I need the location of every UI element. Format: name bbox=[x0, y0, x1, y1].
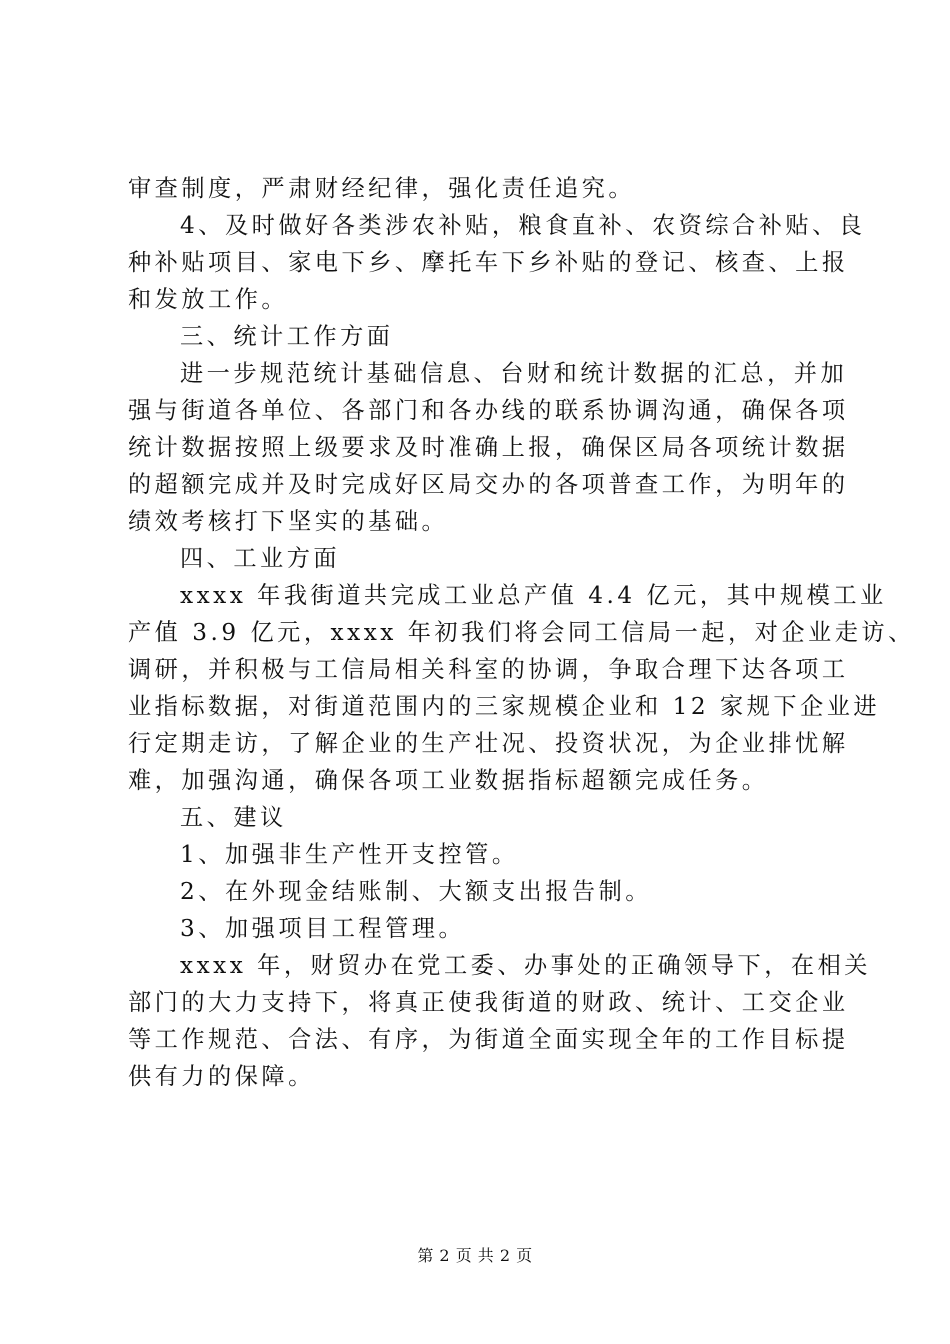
text-line: 4、及时做好各类涉农补贴，粮食直补、农资综合补贴、良 bbox=[180, 212, 866, 239]
text-line: 四、工业方面 bbox=[180, 545, 341, 572]
text-line: 1、加强非生产性开支控管。 bbox=[180, 841, 519, 868]
text-line: 业指标数据，对街道范围内的三家规模企业和 12 家规下企业进 bbox=[128, 693, 881, 720]
text-line: 统计数据按照上级要求及时准确上报，确保区局各项统计数据 bbox=[128, 434, 849, 461]
text-line: 绩效考核打下坚实的基础。 bbox=[128, 508, 449, 535]
text-line: xxxx 年，财贸办在党工委、办事处的正确领导下，在相关 bbox=[180, 952, 871, 979]
text-line: 进一步规范统计基础信息、台财和统计数据的汇总，并加 bbox=[180, 360, 848, 387]
text-line: 的超额完成并及时完成好区局交办的各项普查工作，为明年的 bbox=[128, 471, 849, 498]
text-line: 调研，并积极与工信局相关科室的协调，争取合理下达各项工 bbox=[128, 656, 849, 683]
text-line: 3、加强项目工程管理。 bbox=[180, 915, 466, 942]
text-line: 难，加强沟通，确保各项工业数据指标超额完成任务。 bbox=[128, 767, 769, 794]
text-line: 和发放工作。 bbox=[128, 286, 289, 313]
text-line: 2、在外现金结账制、大额支出报告制。 bbox=[180, 878, 652, 905]
text-line: 审查制度，严肃财经纪律，强化责任追究。 bbox=[128, 175, 636, 202]
text-line: 种补贴项目、家电下乡、摩托车下乡补贴的登记、核查、上报 bbox=[128, 249, 849, 276]
document-body bbox=[128, 170, 915, 1095]
text-line: 行定期走访，了解企业的生产壮况、投资状况，为企业排忧解 bbox=[128, 730, 849, 757]
text-line: xxxx 年我街道共完成工业总产值 4.4 亿元，其中规模工业 bbox=[180, 582, 887, 609]
text-line: 五、建议 bbox=[180, 804, 287, 831]
text-line: 部门的大力支持下，将真正使我街道的财政、统计、工交企业 bbox=[128, 989, 849, 1016]
page-footer: 第 2 页 共 2 页 bbox=[417, 1246, 533, 1265]
text-line: 等工作规范、合法、有序，为街道全面实现全年的工作目标提 bbox=[128, 1026, 849, 1053]
text-line: 供有力的保障。 bbox=[128, 1063, 315, 1090]
text-line: 强与街道各单位、各部门和各办线的联系协调沟通，确保各项 bbox=[128, 397, 849, 424]
text-line: 三、统计工作方面 bbox=[180, 323, 394, 350]
text-line: 产值 3.9 亿元，xxxx 年初我们将会同工信局一起，对企业走访、 bbox=[128, 619, 915, 646]
